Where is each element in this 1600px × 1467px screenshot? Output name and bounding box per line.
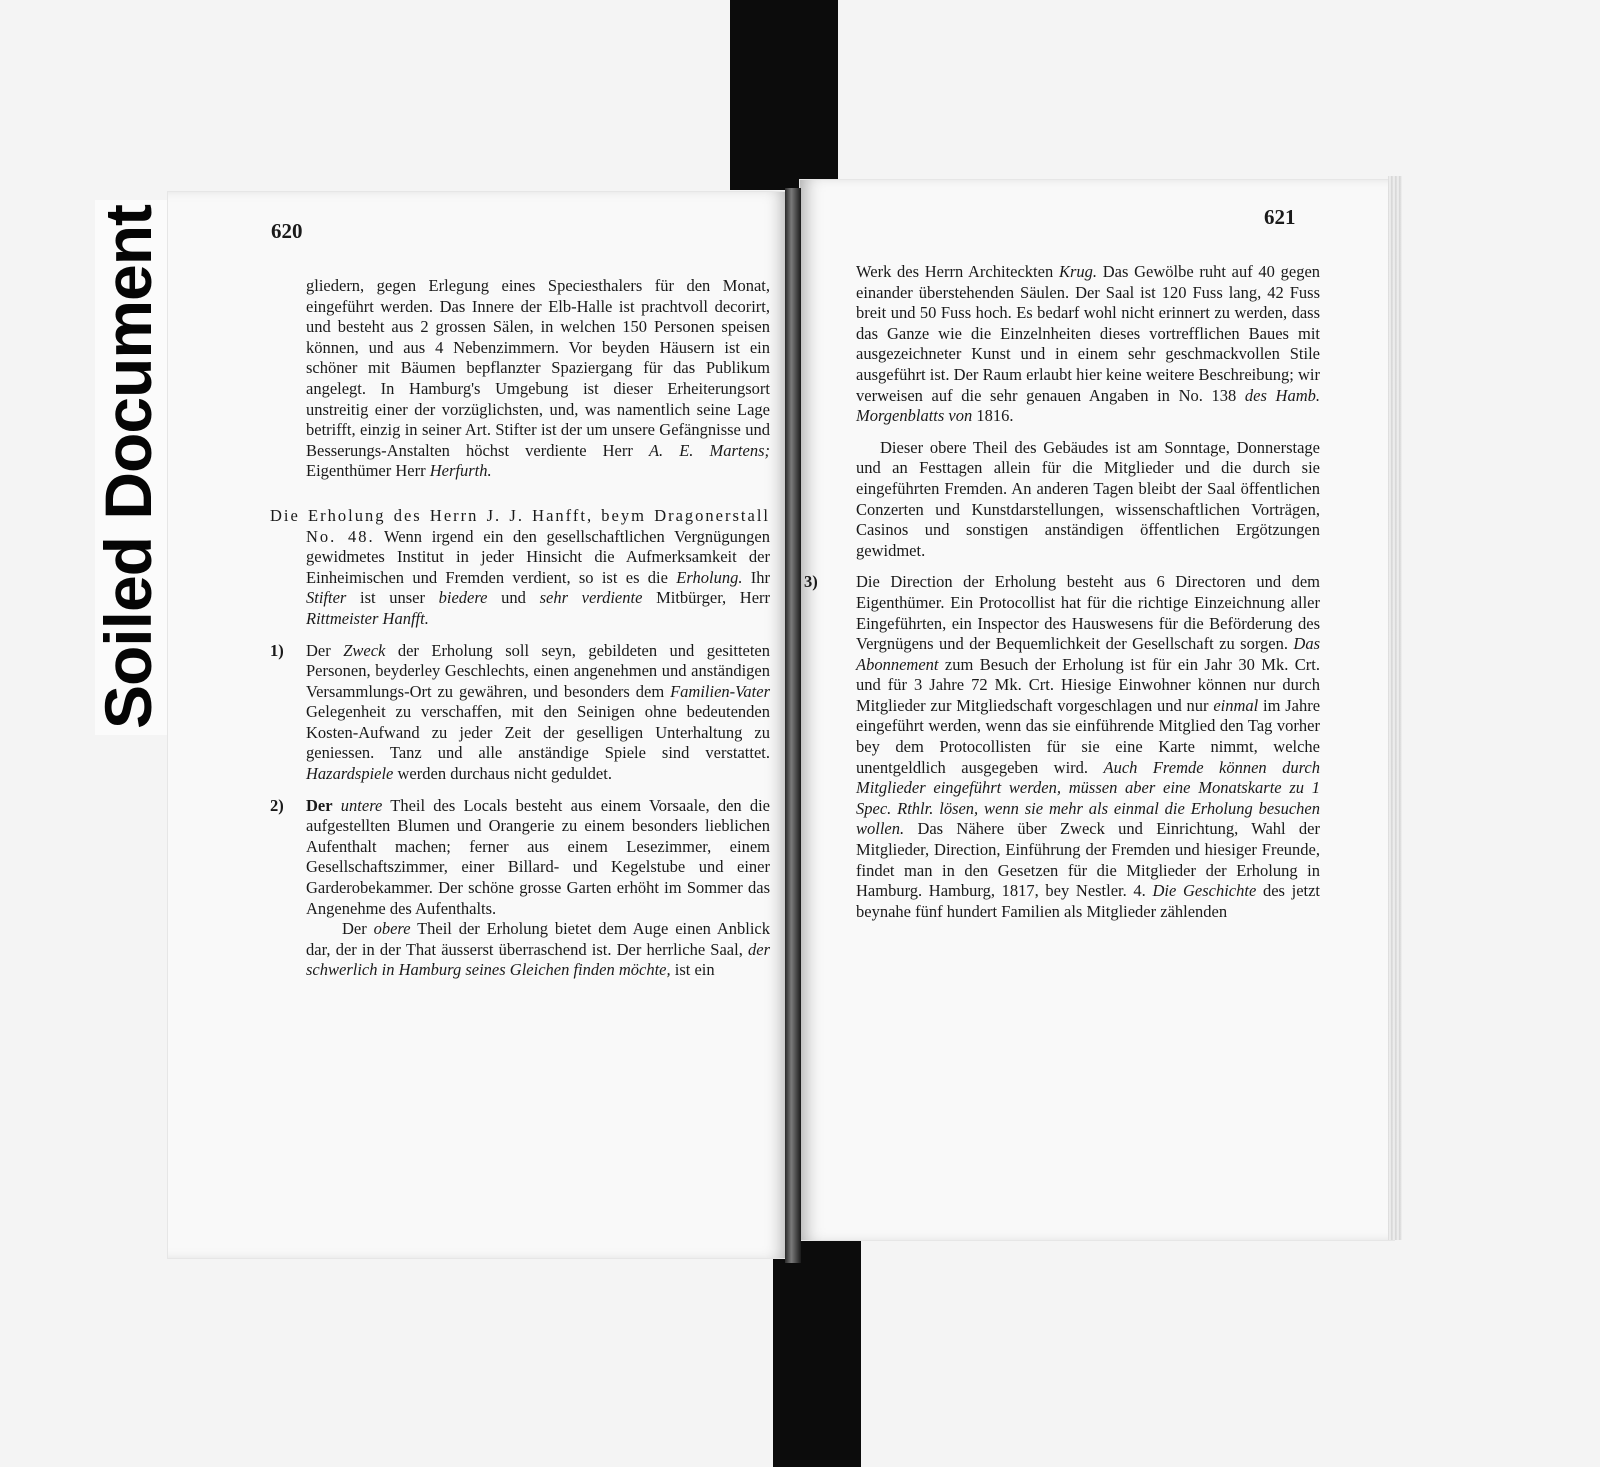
- item-2-continued: [270, 919, 770, 981]
- paragraph-erholung: Die Erholung des Herrn J. J. Hanfft, beym Dragonerstall No. 48. Wenn irgend ein den gesellschaftlichen Vergnügungen gewidmetes Institut in jeder Hinsicht die Aufmerksamkeit der Einheimischen und Fremden verdient, so ist es die Erholung. Ihr Stifter ist unser biedere und sehr verdiente Mitbürger, Herr Rittmeister Hanfft.: [270, 505, 771, 628]
- item-2-paragraph-obere: Der obere Theil der Erholung bietet dem Auge einen Anblick dar, der in der That äusserst überraschend ist. Der herrliche Saal, der schwerlich in Hamburg seines Gleichen finden möchte, ist ein: [306, 919, 771, 980]
- item-2: 2) Der untere Theil des Locals besteht aus einem Vorsaale, den die aufgestellten Blumen und Orangerie zu einem besonders lieblichen Aufenthalt machen; ferner aus einem Lesezimmer, einem Gesellschaftszimmer, einer Billard- und Kegelstube und einer Garderobekammer. Der schöne grosse Garten erhöht im Sommer das Angenehme des Aufenthalts.: [270, 795, 770, 918]
- right-page-number: 621: [1264, 205, 1296, 229]
- soiled-document-label: Soiled Document: [91, 204, 165, 730]
- scanner-strip-bottom: [773, 1240, 861, 1467]
- item-3: 3) Die Direction der Erholung besteht aus 6 Directoren und dem Eigenthümer. Ein Protocollist hat für die richtige Einzeichnung aller Eingeführten, ein Inspector des Hauswesens für die Beförderung des Vergnügens und der Bequemlichkeit der Gesellschaft zu sorgen. Das Abonnement zum Besuch der Erholung ist für ein Jahr 30 Mk. Crt. und für 3 Jahre 72 Mk. Crt. Hiesige Einwohner können nur durch Mitglieder zur Mitgliedschaft vorgeschlagen und nur einmal im Jahre eingeführt werden, wenn das sie einführende Mitglied den Tag vorher bey dem Protocollisten für sie eine Karte nimmt, welche unentgeldlich ausgegeben wird. Auch Fremde können durch Mitglieder eingeführt werden, müssen aber eine Monatskarte zu 1 Spec. Rthlr. lösen, wenn sie mehr als einmal die Erholung besuchen wollen. Das Nähere über Zweck und Einrichtung, Wahl der Mitglieder, Direction, Einführung der Fremden und hiesiger Freunde, findet man in den Gesetzen für die Mitglieder der Erholung in Hamburg. Hamburg, 1817, bey Nestler. 4. Die Geschichte des jetzt beynahe fünf hundert Familien als Mitglieder zählenden: [804, 572, 1321, 921]
- right-page-text: [804, 262, 1321, 922]
- left-page-number: 620: [271, 219, 303, 243]
- item-1: 1) Der Zweck der Erholung soll seyn, gebildeten und gesitteten Personen, beyderley Geschlechts, einen angenehmen und anständigen Versammlungs-Ort zu gewähren, und besonders dem Familien-Vater Gelegenheit zu verschaffen, mit den Seinigen ohne bedeutenden Kosten-Aufwand zu jeder Zeit der geselligen Unterhaltung zu geniessen. Tanz und alle anständige Spiele sind verstattet. Hazardspiele werden durchaus nicht geduldet.: [270, 640, 771, 784]
- paragraph-obere-theil: Dieser obere Theil des Gebäudes ist am Sonntage, Donnerstage und an Festtagen allein für die Mitglieder und die durch sie eingeführten Fremden. An anderen Tagen bleibt der Saal öffentlichen Conzerten und Kunstdarstellungen, wissenschaftlichen Vorträgen, Casinos und sonstigen anständigen öffentlichen Ergötzungen gewidmet.: [856, 437, 1320, 560]
- page-edge: [1388, 176, 1402, 1240]
- paragraph-saal: Werk des Herrn Architeckten Krug. Das Gewölbe ruht auf 40 gegen einander überstehenden Säulen. Der Saal ist 120 Fuss lang, 42 Fuss breit und 50 Fuss hoch. Es bedarf wohl nicht erinnert zu werden, dass das Ganze wie die Einzelnheiten dieses vortrefflichen Baues mit ausgezeichneter Kunst und in einem sehr geschmackvollen Stile ausgeführt ist. Der Raum erlaubt hier keine weitere Beschreibung; wir verweisen auf die sehr genauen Angaben in No. 138 des Hamb. Morgenblatts von 1816.: [856, 262, 1321, 426]
- paragraph-elb-halle: gliedern, gegen Erlegung eines Speciesthalers für den Monat, eingeführt werden. Das Innere der Elb-Halle ist prachtvoll decorirt, und besteht aus 2 grossen Sälen, in welchen 150 Personen speisen können, und aus 4 Nebenzimmern. Vor beyden Häusern ist ein schöner mit Bäumen bepflanzter Spaziergang für das Publikum angelegt. In Hamburg's Umgebung ist dieser Erheiterungsort unstreitig einer der vorzüglichsten, und, was namentlich seine Lage betrifft, einzig in seiner Art. Stifter ist der um unsere Gefängnisse und Besserungs-Anstalten höchst verdiente Herr A. E. Martens; Eigenthümer Herr Herfurth.: [306, 276, 771, 481]
- scanner-strip-top: [730, 0, 838, 190]
- book-gutter: [785, 188, 801, 1263]
- left-page-text: [270, 276, 770, 981]
